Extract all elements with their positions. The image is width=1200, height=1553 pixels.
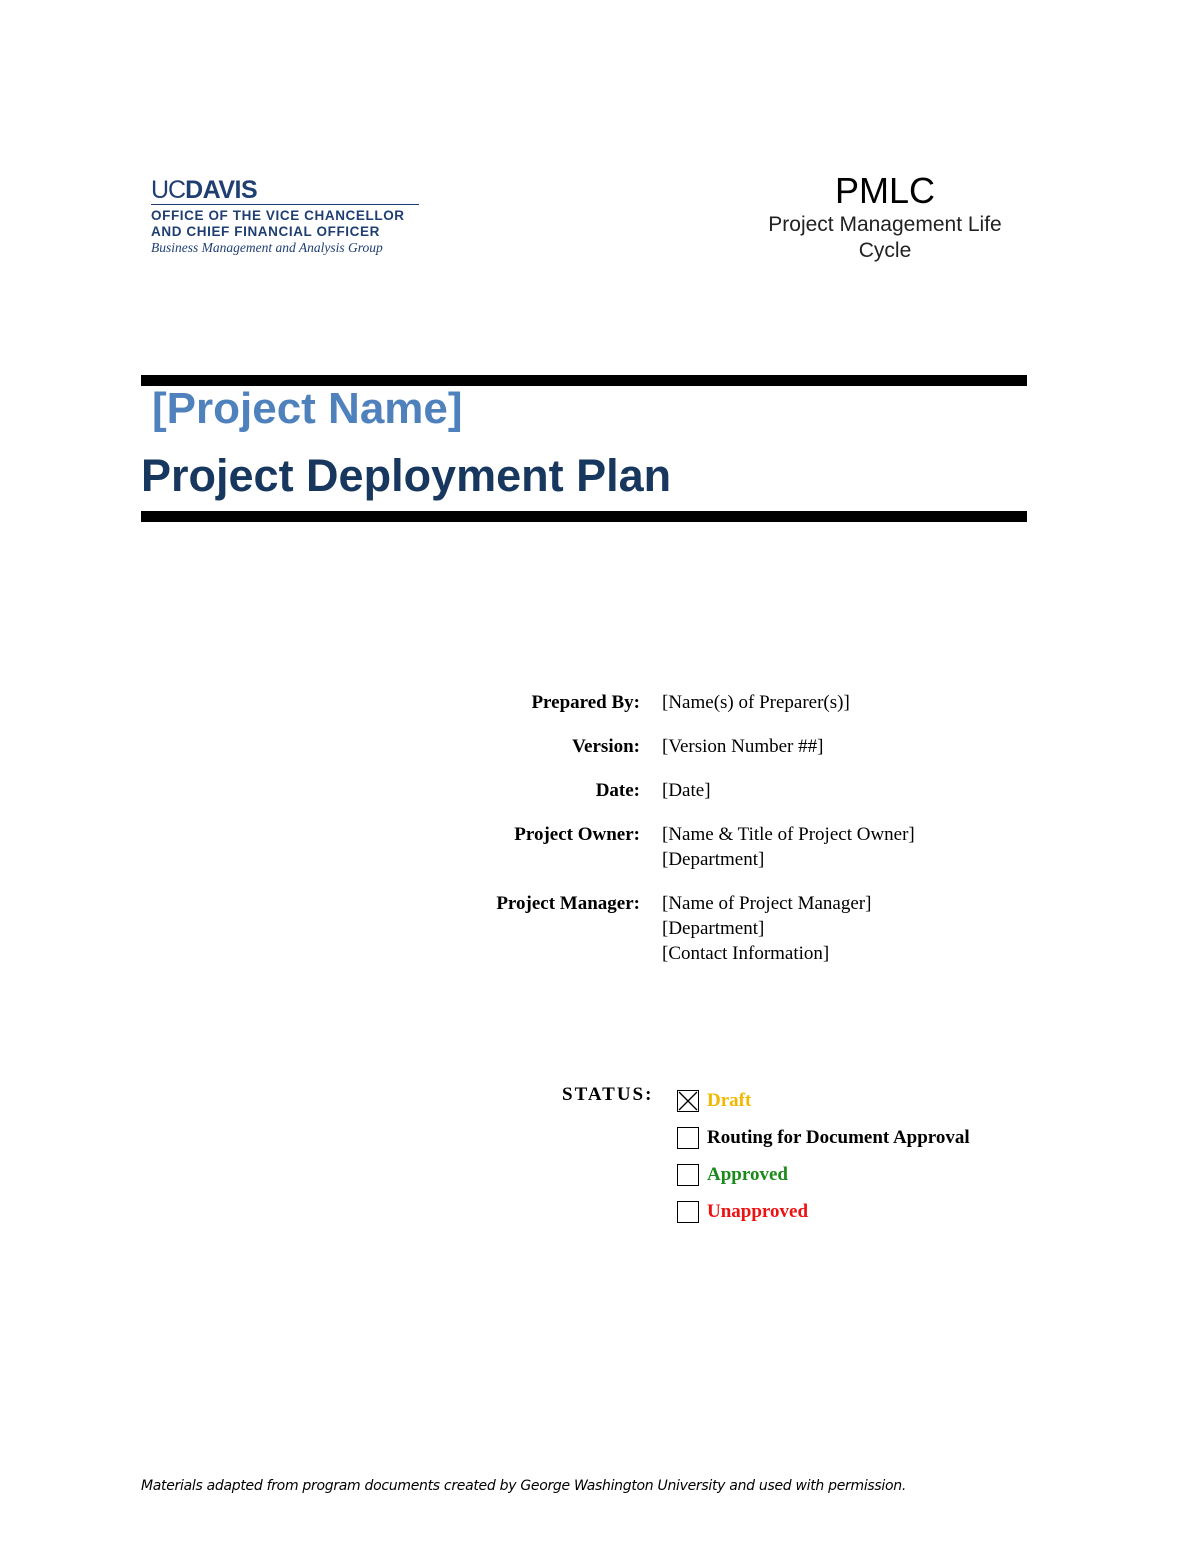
pmlc-title: PMLC: [834, 170, 936, 211]
date-values: [662, 778, 1040, 803]
version-values: [662, 734, 1040, 759]
pmlc-subtitle-line1: Project Management Life: [768, 213, 1002, 236]
uc-davis-logo: [151, 178, 423, 256]
project-owner-label: Project Owner:: [514, 824, 640, 845]
pmlc-header: [745, 170, 1025, 264]
logo-brand-uc: UC: [151, 176, 186, 204]
routing-checkbox[interactable]: [677, 1127, 699, 1149]
pmlc-subtitle-line2: Cycle: [858, 239, 912, 262]
logo-brand: [151, 178, 423, 202]
project-owner-values: [662, 822, 1040, 872]
status-option-draft[interactable]: [677, 1082, 970, 1119]
prepared-by-label: Prepared By:: [531, 692, 640, 713]
project-name: [Project Name]: [152, 384, 463, 433]
logo-divider: [151, 204, 419, 205]
info-row-project-manager: [400, 891, 1040, 966]
logo-cfo-line: AND CHIEF FINANCIAL OFFICER: [151, 224, 380, 239]
project-manager-department: [Department]: [662, 918, 765, 939]
status-option-approved[interactable]: [677, 1156, 970, 1193]
title-bottom-rule: [141, 511, 1027, 522]
prepared-by-values: [662, 690, 1040, 715]
checkbox-x-mark: [678, 1091, 698, 1111]
info-row-project-owner: [400, 822, 1040, 872]
project-manager-contact: [Contact Information]: [662, 943, 830, 964]
document-title: Project Deployment Plan: [141, 450, 672, 501]
unapproved-label: Unapproved: [707, 1200, 809, 1222]
version-value: [Version Number ##]: [662, 736, 824, 757]
project-manager-label: Project Manager:: [496, 893, 640, 914]
approved-label: Approved: [707, 1163, 788, 1185]
status-option-unapproved[interactable]: [677, 1193, 970, 1230]
footer-note: Materials adapted from program documents created by George Washington University and used with permission.: [141, 1478, 906, 1494]
info-row-prepared-by: [400, 690, 1040, 715]
project-owner-department: [Department]: [662, 849, 765, 870]
info-row-version: [400, 734, 1040, 759]
status-option-routing[interactable]: [677, 1119, 970, 1156]
logo-office-line: OFFICE OF THE VICE CHANCELLOR: [151, 208, 405, 223]
draft-label: Draft: [707, 1089, 752, 1111]
project-owner-name: [Name & Title of Project Owner]: [662, 824, 915, 845]
project-manager-values: [662, 891, 1040, 966]
date-label: Date:: [595, 780, 640, 801]
project-manager-name: [Name of Project Manager]: [662, 893, 872, 914]
date-value: [Date]: [662, 780, 711, 801]
approved-checkbox[interactable]: [677, 1164, 699, 1186]
version-label: Version:: [572, 736, 640, 757]
info-row-date: [400, 778, 1040, 803]
draft-checkbox[interactable]: [677, 1090, 699, 1112]
unapproved-checkbox[interactable]: [677, 1201, 699, 1223]
status-label: STATUS:: [562, 1084, 654, 1105]
logo-group-line: Business Management and Analysis Group: [151, 240, 383, 255]
prepared-by-value: [Name(s) of Preparer(s)]: [662, 692, 850, 713]
logo-brand-davis: DAVIS: [185, 176, 258, 204]
status-options: [677, 1082, 970, 1230]
routing-label: Routing for Document Approval: [707, 1126, 970, 1148]
document-info: [400, 690, 1040, 985]
